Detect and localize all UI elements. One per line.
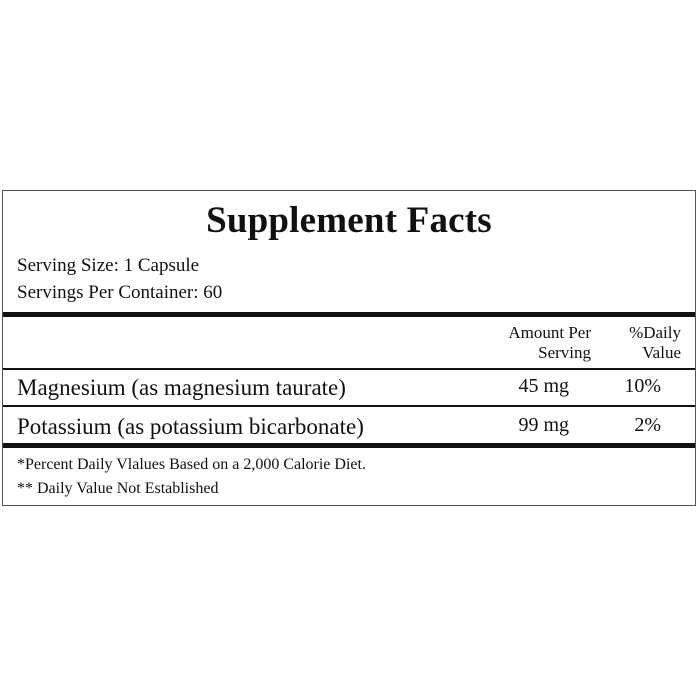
- header-divider: [3, 368, 695, 370]
- nutrient-daily-value: 10%: [624, 375, 661, 397]
- nutrient-amount: 99 mg: [518, 414, 569, 436]
- nutrient-name: Magnesium (as magnesium taurate): [17, 375, 346, 400]
- nutrient-daily-value: 2%: [634, 414, 661, 436]
- amount-header-line1: Amount Per: [508, 323, 591, 342]
- servings-per-container: Servings Per Container: 60: [17, 282, 223, 303]
- daily-value-header: [601, 323, 681, 363]
- footnote-daily-value-basis: *Percent Daily Vlalues Based on a 2,000 Calorie Diet.: [17, 456, 366, 473]
- nutrient-amount: 45 mg: [518, 375, 569, 397]
- footnote-not-established: ** Daily Value Not Established: [17, 480, 219, 497]
- amount-header-line2: Serving: [538, 343, 591, 362]
- dv-header-line2: Value: [642, 343, 681, 362]
- serving-size: Serving Size: 1 Capsule: [17, 255, 200, 276]
- thick-divider-top: [3, 312, 695, 317]
- supplement-facts-panel: [2, 190, 696, 506]
- row-divider: [3, 405, 695, 407]
- nutrient-name: Potassium (as potassium bicarbonate): [17, 414, 364, 439]
- amount-per-serving-header: [481, 323, 591, 363]
- nutrient-row: [3, 371, 695, 407]
- dv-header-line1: %Daily: [629, 323, 681, 342]
- nutrient-row: [3, 410, 695, 446]
- thick-divider-bottom: [3, 443, 695, 448]
- panel-title: Supplement Facts: [206, 200, 492, 241]
